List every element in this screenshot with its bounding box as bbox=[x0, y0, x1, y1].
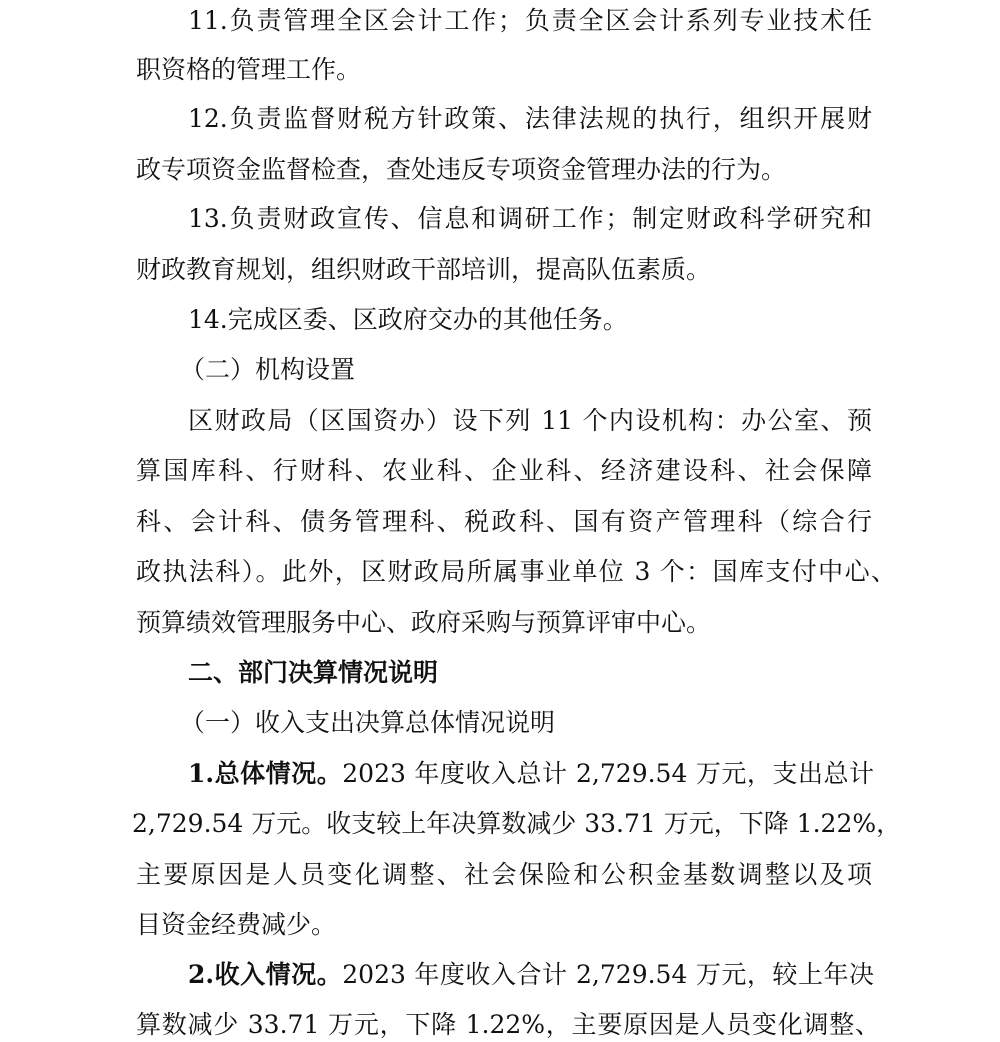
paragraph-11-line-2: 职资格的管理工作。 bbox=[136, 55, 362, 84]
income-paragraph-line-2: 算数减少 33.71 万元，下降 1.22%，主要原因是人员变化调整、 bbox=[136, 1010, 880, 1039]
org-paragraph-line-2: 算国库科、行财科、农业科、企业科、经济建设科、社会保障 bbox=[136, 456, 872, 485]
paragraph-12-line-1: 12.负责监督财税方针政策、法律法规的执行，组织开展财 bbox=[188, 104, 872, 133]
section-heading: 二、部门决算情况说明 bbox=[188, 658, 439, 687]
income-line-1-text: 2023 年度收入合计 2,729.54 万元，较上年决 bbox=[342, 960, 874, 989]
overall-bold-lead: 1.总体情况。 bbox=[188, 759, 343, 788]
sub-heading-organization: （二）机构设置 bbox=[180, 355, 356, 384]
org-paragraph-line-4: 政执法科）。此外，区财政局所属事业单位 3 个：国库支付中心、 bbox=[136, 557, 896, 586]
paragraph-14: 14.完成区委、区政府交办的其他任务。 bbox=[188, 305, 628, 334]
overall-line-1-text: 2023 年度收入总计 2,729.54 万元，支出总计 bbox=[342, 759, 874, 788]
paragraph-13-line-2: 财政教育规划，组织财政干部培训，提高队伍素质。 bbox=[136, 255, 712, 284]
income-bold-lead: 2.收入情况。 bbox=[188, 960, 343, 989]
org-paragraph-line-3: 科、会计科、债务管理科、税政科、国有资产管理科（综合行 bbox=[136, 507, 872, 536]
paragraph-12-line-2: 政专项资金监督检查，查处违反专项资金管理办法的行为。 bbox=[136, 155, 787, 184]
overall-paragraph-line-2: 2,729.54 万元。收支较上年决算数减少 33.71 万元，下降 1.22%， bbox=[132, 809, 902, 838]
paragraph-13-line-1: 13.负责财政宣传、信息和调研工作；制定财政科学研究和 bbox=[188, 204, 872, 233]
org-paragraph-line-5: 预算绩效管理服务中心、政府采购与预算评审中心。 bbox=[136, 608, 712, 637]
sub-heading-income-expense: （一）收入支出决算总体情况说明 bbox=[180, 708, 556, 737]
paragraph-11-line-1: 11.负责管理全区会计工作；负责全区会计系列专业技术任 bbox=[188, 6, 872, 35]
overall-paragraph-line-1 bbox=[188, 757, 874, 791]
overall-paragraph-line-3: 主要原因是人员变化调整、社会保险和公积金基数调整以及项 bbox=[136, 860, 872, 889]
income-paragraph-line-1 bbox=[188, 958, 874, 992]
overall-paragraph-line-4: 目资金经费减少。 bbox=[136, 910, 337, 939]
org-paragraph-line-1: 区财政局（区国资办）设下列 11 个内设机构：办公室、预 bbox=[188, 406, 872, 435]
